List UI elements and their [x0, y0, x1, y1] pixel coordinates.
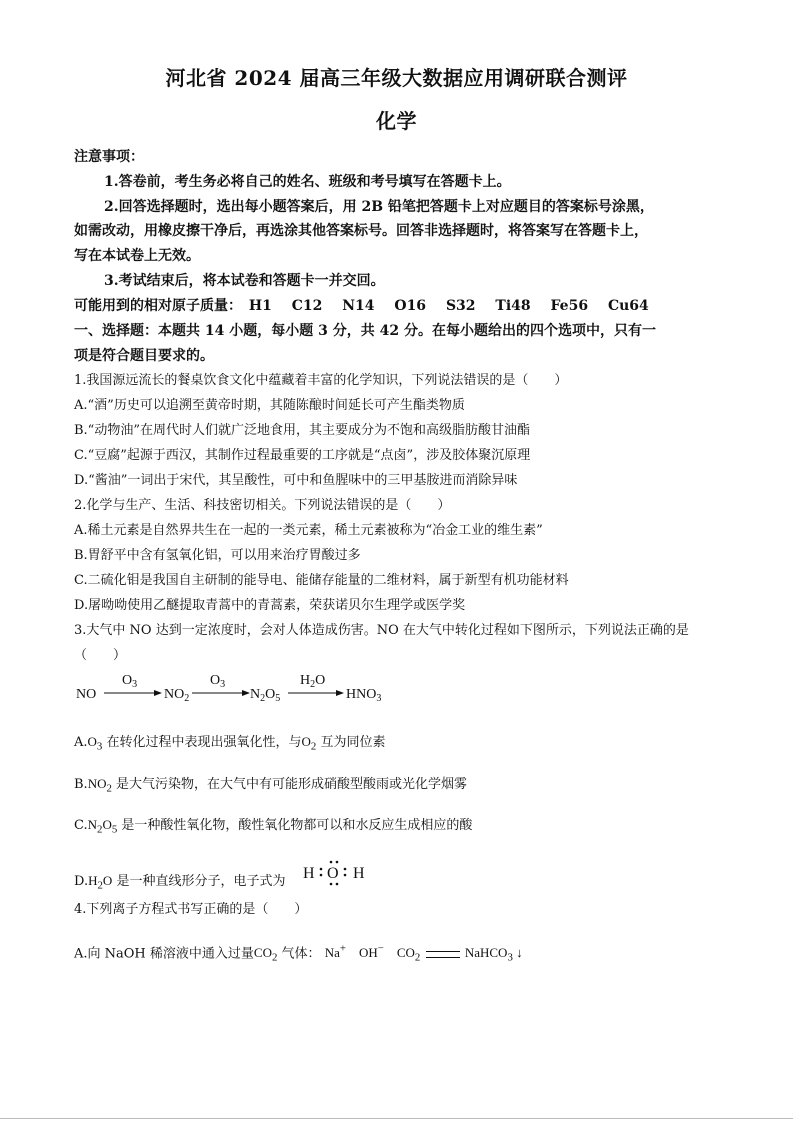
formula-no2: $NO_2$ [87, 776, 112, 795]
notes-heading: 注意事项： [74, 149, 144, 165]
q2-stem: 2.化学与生产、生活、科技密切相关。下列说法错误的是（ ） [74, 498, 451, 513]
equals-sign [426, 951, 460, 958]
element-s: S32 [445, 298, 476, 314]
q1-option-b: B.“动物油”在周代时人们就广泛地食用，其主要成分为不饱和高级脂肪酸甘油酯 [74, 423, 530, 438]
reagent-h2o: $H_2O$ [300, 673, 326, 690]
q1-option-d: D.“酱油”一词出于宋代，其呈酸性，可中和鱼腥味中的三甲基胺进而消除异味 [74, 473, 518, 488]
q1-stem: 1.我国源远流长的餐桌饮食文化中蕴藏着丰富的化学知识，下列说法错误的是（ ） [74, 373, 568, 388]
section-1-line1: 一、选择题：本题共 14 小题，每小题 3 分，共 42 分。在每小题给出的四个选项中，只有一 [74, 323, 656, 339]
exam-title: 河北省 2024 届高三年级大数据应用调研联合测评 [165, 66, 628, 90]
page-bottom-rule [0, 1118, 793, 1119]
element-cu: Cu64 [607, 298, 649, 314]
formula-co2: $CO_2$ [253, 945, 278, 964]
q3-stem-line2: （ ） [74, 648, 127, 663]
atomic-masses-label: 可能用到的相对原子质量： [74, 298, 242, 314]
reagent-o3-2: $O_3$ [210, 673, 226, 690]
formula-o2: $O_2$ [301, 734, 317, 753]
note-2-line1: 2.回答选择题时，选出每小题答案后，用 2B 铅笔把答题卡上对应题目的答案标号涂黑， [104, 199, 654, 215]
note-1: 1.答卷前，考生务必将自己的姓名、班级和考号填写在答题卡上。 [104, 174, 511, 190]
element-o: O16 [394, 298, 427, 314]
atomic-masses [74, 297, 721, 315]
q3-option-b: $B.NO_2$ 是大气污染物，在大气中有可能形成硝酸型酸雨或光化学烟雾 [74, 776, 468, 795]
arrow-3-head [336, 690, 344, 696]
lewis-dot [336, 861, 339, 864]
q2-option-b: B.胃舒平中含有氢氧化铝，可以用来治疗胃酸过多 [74, 548, 361, 563]
lewis-dot [320, 868, 323, 871]
element-c: C12 [291, 298, 323, 314]
q4-stem: 4.下列离子方程式书写正确的是（ ） [74, 902, 308, 917]
formula-h2o: $H_2O$ [88, 873, 113, 892]
note-2-line2: 如需改动，用橡皮擦干净后，再选涂其他答案标号。回答非选择题时，将答案写在答题卡上， [74, 223, 648, 239]
species-no: NO [76, 687, 97, 702]
note-2-line3: 写在本试卷上无效。 [74, 248, 200, 264]
species-no2: $NO_2$ [164, 687, 190, 704]
element-fe: Fe56 [550, 298, 589, 314]
element-h: H1 [248, 298, 272, 314]
ionic-equation: Na+ OH− $CO_2$ NaHCO$_3$ ↓ [324, 943, 523, 964]
lewis-dot [344, 868, 347, 871]
formula-n2o5: $N_2O_5$ [87, 817, 118, 836]
q1-option-a: A.“酒”历史可以追溯至黄帝时期，其随陈酿时间延长可产生酯类物质 [74, 398, 465, 413]
species-hno3: $HNO_3$ [346, 687, 382, 704]
element-ti: Ti48 [495, 298, 531, 314]
q2-option-c: C.二硫化钼是我国自主研制的能导电、能储存能量的二维材料，属于新型有机功能材料 [74, 573, 569, 588]
q1-option-c: C.“豆腐”起源于西汉，其制作过程最重要的工序就是“点卤”，涉及胶体聚沉原理 [74, 448, 531, 463]
lewis-dot [320, 874, 323, 877]
lewis-dot [336, 883, 339, 886]
reagent-o3-1: $O_3$ [122, 673, 138, 690]
species-n2o5: $N_2O_5$ [250, 687, 281, 704]
q4-option-a: A.向 NaOH 稀溶液中通入过量$CO_2$ 气体： Na+ OH− $CO_2$ NaHCO$_3$ ↓ [74, 943, 523, 964]
q3-stem-line1: 3.大气中 NO 达到一定浓度时，会对人体造成伤害。NO 在大气中转化过程如下图所示，下列说法正确的是 [74, 623, 689, 638]
q3-option-d: $D.H_2O$ 是一种直线形分子，电子式为 [74, 873, 286, 892]
no-conversion-chain [74, 668, 404, 708]
arrow-2-head [242, 690, 250, 696]
q2-option-d: D.屠呦呦使用乙醚提取青蒿中的青蒿素，荣获诺贝尔生理学或医学奖 [74, 598, 466, 613]
note-3: 3.考试结束后，将本试卷和答题卡一并交回。 [104, 273, 385, 289]
section-1-line2: 项是符合题目要求的。 [74, 348, 214, 364]
lewis-dot [330, 883, 333, 886]
subject-title: 化学 [376, 109, 417, 133]
water-electron-formula [303, 858, 373, 888]
q3-option-c: $C.N_2O_5$ 是一种酸性氧化物，酸性氧化物都可以和水反应生成相应的酸 [74, 817, 473, 836]
lewis-h-left: H [303, 865, 315, 882]
lewis-dot [344, 874, 347, 877]
lewis-dot [330, 861, 333, 864]
element-n: N14 [342, 298, 375, 314]
q2-option-a: A.稀土元素是自然界共生在一起的一类元素，稀土元素被称为“冶金工业的维生素” [74, 523, 543, 538]
formula-o3: $O_3$ [87, 734, 103, 753]
lewis-h-right: H [353, 865, 365, 882]
q3-option-a: $A.O_3$ 在转化过程中表现出强氧化性，与$O_2$ 互为同位素 [74, 734, 386, 753]
lewis-o: O [327, 865, 339, 882]
arrow-1-head [154, 690, 162, 696]
